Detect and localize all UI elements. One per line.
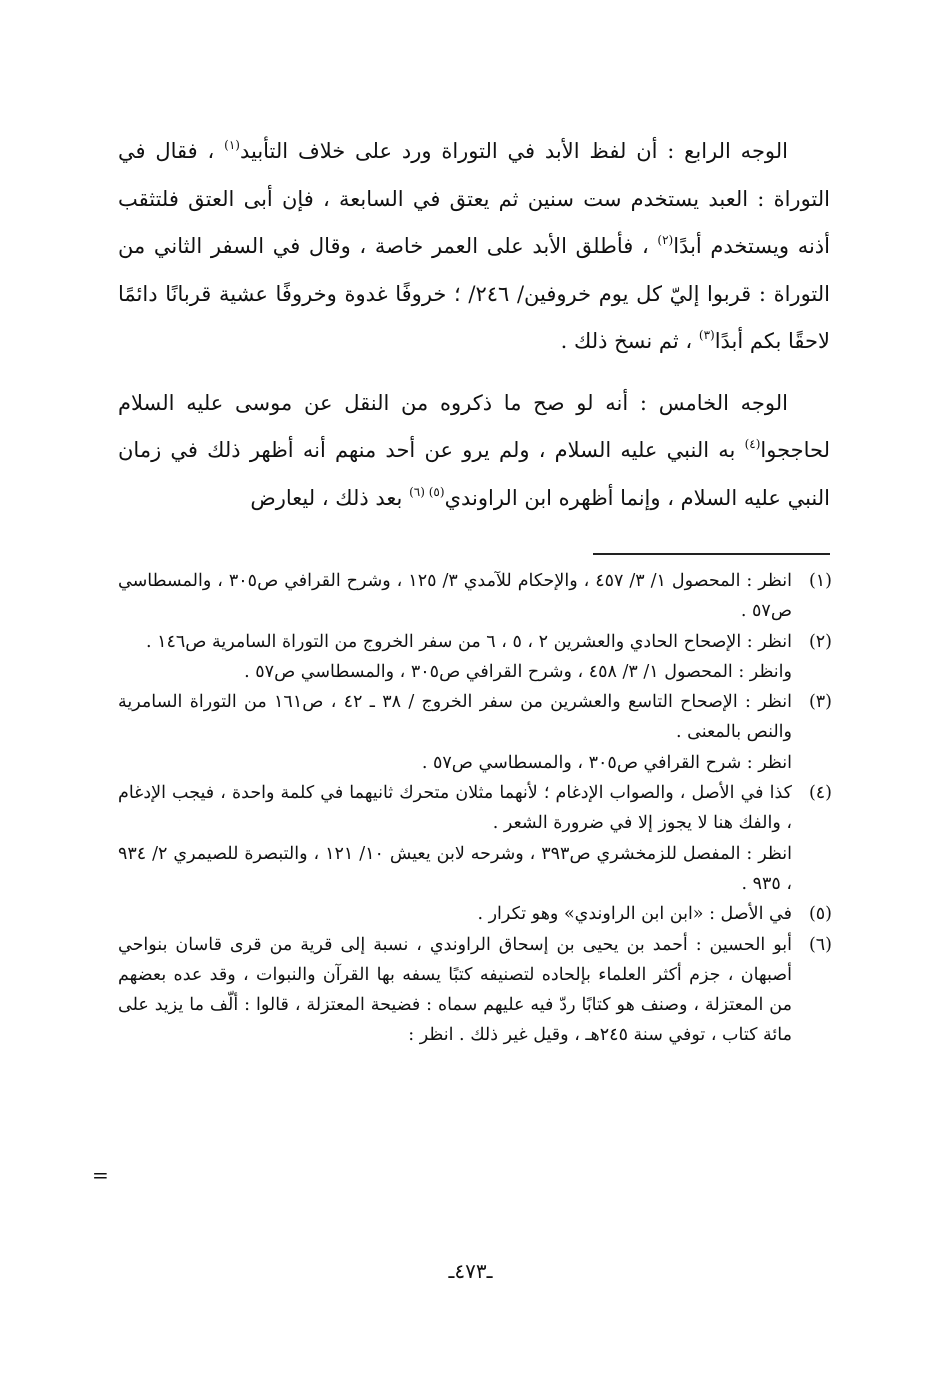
footnote (118, 930, 832, 1051)
footnote-number: (٢) (808, 631, 832, 652)
paragraph-text: ، فقال في التوراة : العبد يستخدم ست سنين ثم يعتق في السابعة ، فإن أبى العتق فلتثقب أذنه ويستخدم أبدًا (118, 139, 830, 258)
page-number: ـ٤٧٣ـ (448, 1259, 493, 1283)
footnote (118, 566, 832, 627)
footnotes (118, 566, 832, 1051)
footnote-number: (٣) (808, 692, 832, 713)
footnote-text: أبو الحسين : أحمد بن يحيى بن إسحاق الراوندي ، نسبة إلى قرية من قرى قاسان بنواحي أصبهان ، جزم أكثر العلماء بإلحاده لتصنيفه كتبًا يسفه بها القرآن والنبوات ، وقد عده بعضهم من المعتزلة ، وصنف هو كتابًا ردّ فيه عليهم سماه : فضيحة المعتزلة ، قالوا : ألّف ما يزيد على مائة كتاب ، توفي سنة ٢٤٥هـ ، وقيل غير ذلك . انظر : (118, 934, 792, 1046)
continuation-mark: = (92, 1163, 109, 1187)
footnote-ref: (٤) (744, 437, 761, 451)
paragraph (118, 128, 830, 366)
paragraph-text: به النبي عليه السلام ، ولم يرو عن أحد منهم أنه أظهر ذلك في زمان النبي عليه السلام ، وإنما أظهره ابن الراوندي (118, 438, 830, 510)
paragraph-text: الوجه الخامس : أنه لو صح ما ذكروه من النقل عن موسى عليه السلام لحاججوا (118, 390, 830, 462)
paragraph-text: بعد ذلك ، ليعارض (250, 485, 410, 510)
footnote (118, 778, 832, 899)
footnote-text: انظر : شرح القرافي ص٣٠٥ ، والمسطاسي ص٥٧ . (421, 752, 792, 773)
paragraph-text: ، ثم نسخ ذلك . (560, 329, 699, 353)
footnote-text: انظر : المفصل للزمخشري ص٣٩٣ ، وشرحه لابن يعيش ١٠/ ١٢١ ، والتبصرة للصيمري ٢/ ٩٣٤ ، ٩٣٥ . (118, 843, 792, 894)
footnote-number: (٥) (808, 904, 832, 925)
footnote-text: كذا في الأصل ، والصواب الإدغام ؛ لأنهما مثلان متحرك ثانيهما في كلمة واحدة ، فيجب الإدغام ، والفك هنا لا يجوز إلا في ضرورة الشعر . (118, 783, 792, 834)
footnote-body (118, 687, 792, 778)
footnote (118, 687, 832, 778)
footnote-ref: (١) (224, 138, 240, 152)
footnote-text: انظر : المحصول ١/ ٣/ ٤٥٧ ، والإحكام للآمدي ٣/ ١٢٥ ، وشرح القرافي ص٣٠٥ ، والمسطاسي ص٥٧ . (118, 571, 792, 622)
footnote (118, 627, 832, 688)
footnote-ref: (٥) (٦) (409, 484, 445, 499)
paragraph (118, 380, 830, 523)
footnote-text: في الأصل : «ابن ابن الراوندي» وهو تكرار . (477, 904, 792, 925)
footnote-ref: (٢) (657, 233, 674, 247)
footnote-text: انظر : الإصحاح التاسع والعشرين من سفر الخروج / ٣٨ ـ ٤٢ ، ص١٦١ من التوراة السامرية والنص بالمعنى . (118, 692, 792, 743)
footnote-body (118, 627, 792, 688)
footnote-text: انظر : الإصحاح الحادي والعشرين ٢ ، ٥ ، ٦ من سفر الخروج من التوراة السامرية ص١٤٦ . (145, 631, 792, 652)
footnote-ref: (٣) (698, 328, 715, 342)
footnote-separator (593, 553, 830, 555)
footnote-body (118, 566, 792, 627)
footnote-number: (٦) (808, 934, 832, 955)
main-text (118, 128, 830, 536)
footnote-body (118, 778, 792, 899)
footnote-text: وانظر : المحصول ١/ ٣/ ٤٥٨ ، وشرح القرافي ص٣٠٥ ، والمسطاسي ص٥٧ . (244, 661, 792, 682)
paragraph-text: الوجه الرابع : أن لفظ الأبد في التوراة ورد على خلاف التأبيد (239, 139, 789, 163)
footnote-body (118, 899, 792, 929)
paragraph-text: ، فأطلق الأبد على العمر خاصة ، وقال في السفر الثاني من التوراة : قربوا إليّ كل يوم خروفين/ ٢٤٦/ ؛ خروفًا غدوة وخروفًا عشية قربانًا دائمًا لاحقًا بكم أبدًا (118, 234, 830, 353)
footnote-number: (١) (808, 571, 832, 591)
footnote-number: (٤) (808, 783, 832, 804)
footnote (118, 899, 832, 929)
footnote-body (118, 930, 792, 1051)
